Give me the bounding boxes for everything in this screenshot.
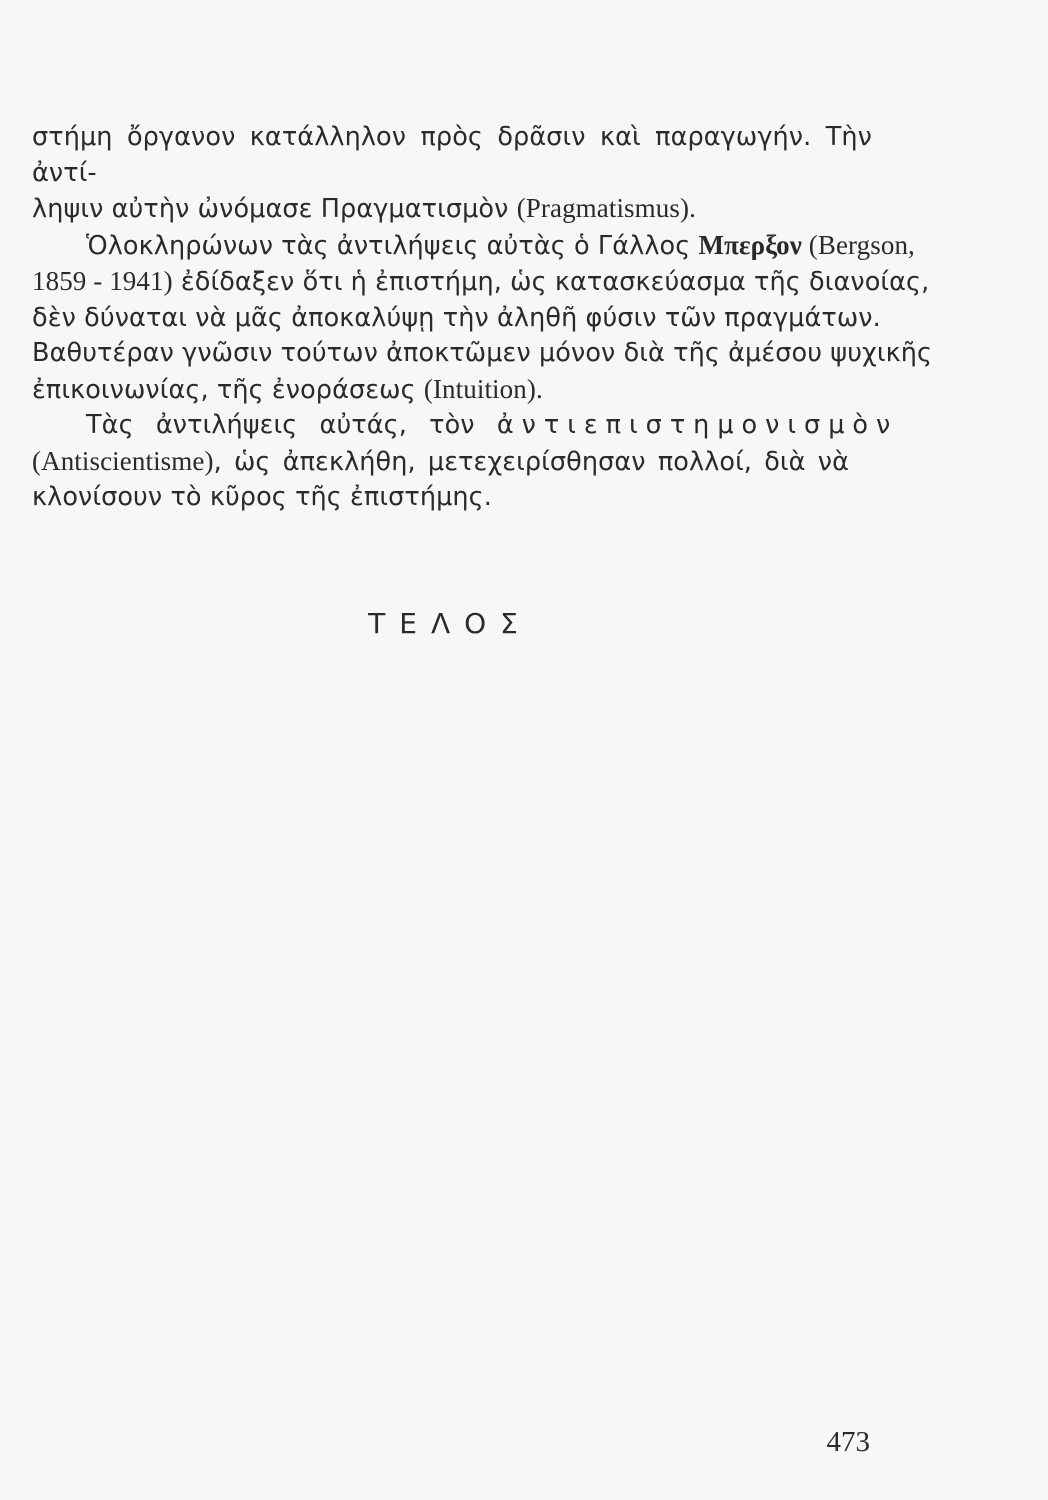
text-span: στήμη ὄργανον κατάλληλον πρὸς δρᾶσιν καὶ παραγωγήν. Τὴν ἀντί-	[32, 122, 872, 188]
latin-term: (Intuition).	[423, 373, 543, 404]
text-line	[32, 301, 881, 337]
text-line	[32, 191, 872, 228]
text-line	[32, 444, 872, 481]
latin-term: (Bergson,	[801, 229, 915, 260]
text-span: Ὁλοκληρώνων τὰς ἀντιλήψεις αὐτὰς ὁ Γάλλος	[86, 230, 699, 261]
text-line	[32, 120, 872, 191]
bold-name: Μπερξον	[698, 229, 802, 260]
text-span: Βαθυτέραν γνῶσιν τούτων ἀποκτῶμεν μόνον διὰ τῆς ἀμέσου ψυχικῆς	[32, 338, 933, 368]
body-text	[32, 120, 933, 516]
end-heading: ΤΕΛΟΣ	[368, 607, 532, 640]
text-span: ληψιν αὐτὴν ὠνόμασε Πραγματισμὸν	[32, 194, 517, 224]
latin-term: (Antiscientisme)	[32, 445, 214, 476]
text-line	[32, 480, 872, 516]
text-span: Τὰς ἀντιλήψεις αὐτάς, τὸν	[86, 410, 497, 440]
text-line	[32, 264, 930, 301]
date-range: 1859 - 1941)	[32, 266, 173, 296]
latin-term: (Pragmatismus).	[516, 193, 696, 223]
spaced-term: ἀντιεπιστημονισμὸν	[496, 410, 899, 440]
text-span: , ὡς ἀπεκλήθη, μετεχειρίσθησαν πολλοί, διὰ νὰ	[213, 446, 850, 477]
text-span: ἐπικοινωνίας, τῆς ἐνοράσεως	[32, 374, 424, 405]
text-span: κλονίσουν τὸ κῦρος τῆς ἐπιστήμης.	[32, 482, 492, 512]
text-line	[32, 336, 933, 372]
text-line	[32, 408, 899, 444]
page-number: 473	[826, 1426, 870, 1458]
text-span: ἐδίδαξεν ὅτι ἡ ἐπιστήμη, ὡς κατασκεύασμα τῆς διανοίας,	[172, 267, 930, 297]
text-line	[32, 372, 872, 409]
text-span: δὲν δύναται νὰ μᾶς ἀποκαλύψῃ τὴν ἀληθῆ φύσιν τῶν πραγμάτων.	[32, 302, 881, 333]
text-line	[32, 228, 915, 265]
